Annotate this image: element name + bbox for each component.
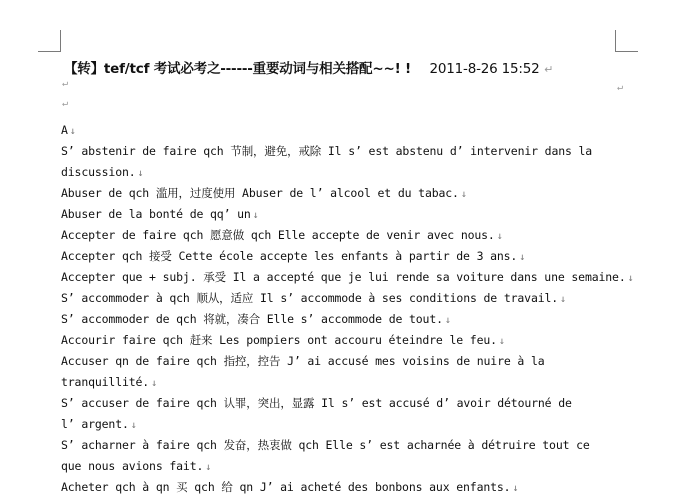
document-title-line — [64, 57, 644, 77]
line-break-icon: ↓ — [496, 231, 503, 242]
paragraph-mark-icon: ↵ — [617, 82, 624, 93]
document-line-text: S’ accommoder à qch 顺从，适应 Il s’ accommode à ses conditions de travail. — [61, 291, 559, 305]
line-break-icon: ↓ — [444, 315, 451, 326]
document-line-text: l’ argent. — [61, 417, 129, 431]
document-line-text: Abuser de qch 滥用，过度使用 Abuser de l’ alcool et du tabac. — [61, 186, 459, 200]
document-line — [61, 267, 634, 288]
document-title: 【转】tef/tcf 考试必考之------重要动词与相关搭配~~! ! — [64, 61, 411, 77]
line-break-icon: ↓ — [130, 420, 137, 431]
line-break-icon: ↓ — [205, 462, 212, 473]
document-line-text: Accuser qn de faire qch 指控，控告 J’ ai accusé mes voisins de nuire à la — [61, 354, 545, 368]
document-line — [61, 141, 626, 162]
line-break-icon: ↓ — [252, 210, 259, 221]
crop-mark-top-left-vertical — [60, 30, 61, 52]
document-line-text: Abuser de la bonté de qq’ un — [61, 207, 251, 221]
document-line-text: Accepter qch 接受 Cette école accepte les enfants à partir de 3 ans. — [61, 249, 518, 263]
document-line-text: discussion. — [61, 165, 136, 179]
document-line-text: Accepter que + subj. 承受 Il a accepté que je lui rende sa voiture dans une semaine. — [61, 270, 626, 284]
line-break-icon: ↓ — [512, 483, 519, 494]
line-break-icon: ↓ — [519, 252, 526, 263]
document-line-text: Acheter qch à qn 买 qch 给 qn J’ ai acheté des bonbons aux enfants. — [61, 480, 511, 494]
document-line — [61, 351, 626, 372]
crop-mark-top-right-horizontal — [616, 51, 638, 52]
document-line — [61, 456, 626, 477]
document-line — [61, 246, 626, 267]
paragraph-mark-icon: ↵ — [62, 98, 69, 109]
line-break-icon: ↓ — [151, 378, 157, 389]
document-line-text: Accourir faire qch 赶来 Les pompiers ont accouru éteindre le feu. — [61, 333, 497, 347]
document-date: 2011-8-26 15:52 — [429, 61, 540, 77]
document-line-text: tranquillité. — [61, 375, 150, 389]
document-line — [61, 204, 626, 225]
document-line — [61, 435, 626, 456]
paragraph-mark-icon: ↵ — [62, 78, 69, 89]
line-break-icon: ↓ — [498, 336, 505, 347]
line-break-icon: ↓ — [69, 126, 76, 137]
document-line-text: S’ accommoder de qch 将就，凑合 Elle s’ accommode de tout. — [61, 312, 443, 326]
document-line-text: que nous avions fait. — [61, 459, 204, 473]
document-line — [61, 183, 626, 204]
document-line — [61, 372, 626, 393]
document-line — [61, 162, 626, 183]
paragraph-mark-icon: ↵ — [544, 63, 554, 76]
document-line — [61, 330, 626, 351]
document-line — [61, 288, 626, 309]
line-break-icon: ↓ — [560, 294, 566, 305]
crop-mark-top-left-horizontal — [38, 51, 60, 52]
line-break-icon: ↓ — [627, 273, 634, 284]
document-line — [61, 225, 626, 246]
document-line-text: A — [61, 123, 68, 137]
document-line-text: Accepter de faire qch 愿意做 qch Elle accepte de venir avec nous. — [61, 228, 495, 242]
document-line-text: S’ acharner à faire qch 发奋，热衷做 qch Elle s’ est acharnée à détruire tout ce — [61, 438, 590, 452]
document-body — [61, 120, 634, 498]
crop-mark-top-right-vertical — [615, 30, 616, 52]
document-line — [61, 414, 626, 435]
line-break-icon: ↓ — [137, 168, 144, 179]
document-line — [61, 477, 626, 498]
document-line-text: S’ abstenir de faire qch 节制，避免，戒除 Il s’ est abstenu d’ intervenir dans la — [61, 144, 593, 158]
document-line — [61, 393, 626, 414]
document-line — [61, 309, 626, 330]
line-break-icon: ↓ — [460, 189, 467, 200]
document-line-text: S’ accuser de faire qch 认罪，突出，显露 Il s’ est accusé d’ avoir détourné de — [61, 396, 572, 410]
document-line — [61, 120, 626, 141]
